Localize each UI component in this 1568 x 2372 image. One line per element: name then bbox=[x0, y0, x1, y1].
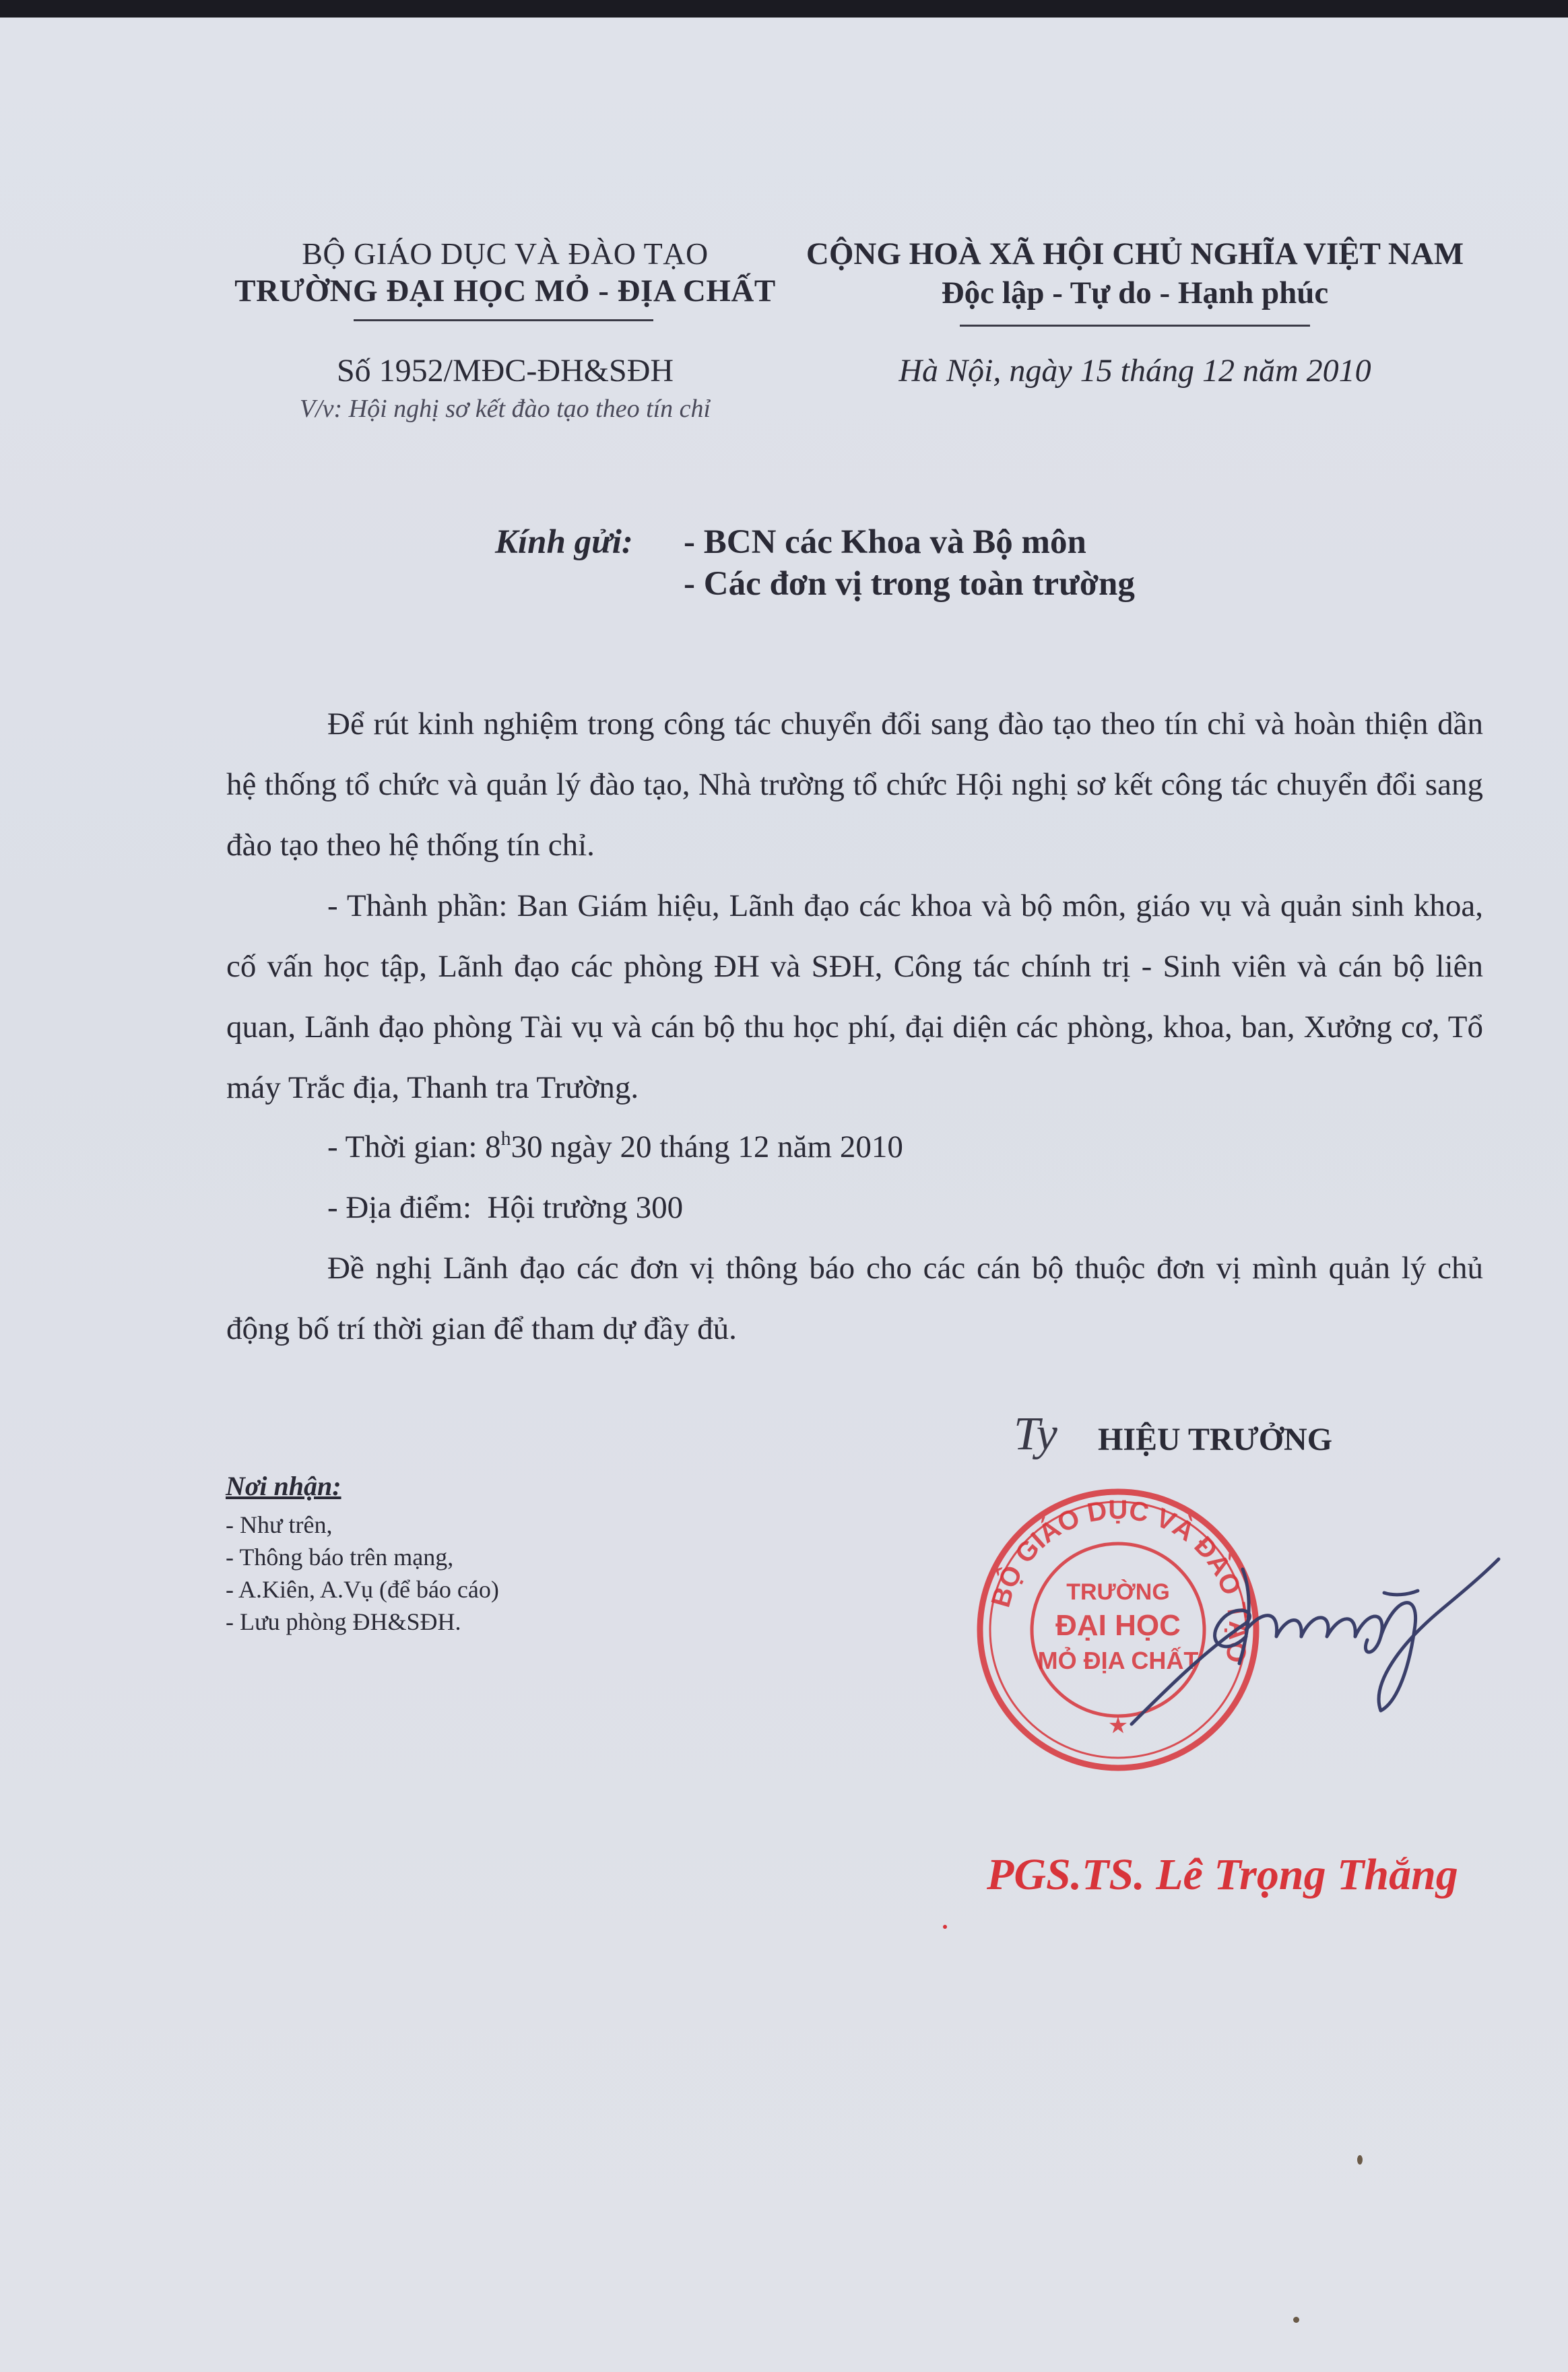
stamp-center-line: ĐẠI HỌC bbox=[1055, 1609, 1181, 1642]
body-paragraph-request bbox=[226, 1238, 1483, 1359]
university-name: TRƯỜNG ĐẠI HỌC MỎ - ĐỊA CHẤT bbox=[234, 273, 776, 308]
date-line: Hà Nội, ngày 15 tháng 12 năm 2010 bbox=[899, 353, 1371, 389]
recipients-item: - Lưu phòng ĐH&SĐH. bbox=[226, 1608, 461, 1635]
header-rule-right bbox=[960, 325, 1310, 327]
paragraph-text: Đề nghị Lãnh đạo các đơn vị thông báo cho các cán bộ thuộc đơn vị mình quản lý chủ động bố trí thời gian để tham dự đầy đủ. bbox=[226, 1251, 1483, 1346]
time-hour: 8 bbox=[485, 1129, 501, 1164]
time-details: 30 ngày 20 tháng 12 năm 2010 bbox=[511, 1129, 903, 1164]
body-paragraph-time bbox=[226, 1117, 1483, 1177]
document-subject: V/v: Hội nghị sơ kết đào tạo theo tín chỉ bbox=[299, 395, 711, 423]
recipients-item: - Thông báo trên mạng, bbox=[226, 1544, 454, 1571]
time-hour-marker: h bbox=[500, 1127, 511, 1150]
addressee-label: Kính gửi: bbox=[495, 523, 633, 561]
addressee-recipient: - BCN các Khoa và Bộ môn bbox=[684, 523, 1086, 561]
time-label: - Thời gian: bbox=[327, 1129, 486, 1164]
signer-title: HIỆU TRƯỞNG bbox=[1098, 1422, 1333, 1457]
body-paragraph-place bbox=[226, 1177, 1483, 1238]
scan-border-top bbox=[0, 0, 1568, 18]
signature-prefix: Ty bbox=[1014, 1408, 1057, 1460]
scan-speck bbox=[943, 1925, 947, 1929]
paragraph-text: - Thành phần: Ban Giám hiệu, Lãnh đạo các khoa và bộ môn, giáo vụ và quản sinh khoa, cố vấn học tập, Lãnh đạo các phòng ĐH và SĐH, Công tác chính trị - Sinh viên và cán bộ liên quan, Lãnh đạo phòng Tài vụ và cán bộ thu học phí, đại diện các phòng, khoa, ban, Xưởng cơ, Tổ máy Trắc địa, Thanh tra Trường. bbox=[226, 888, 1483, 1105]
ministry-name: BỘ GIÁO DỤC VÀ ĐÀO TẠO bbox=[302, 236, 709, 271]
header-rule-left bbox=[354, 319, 653, 321]
national-motto: Độc lập - Tự do - Hạnh phúc bbox=[941, 275, 1329, 310]
scan-speck bbox=[1357, 2155, 1363, 2165]
signer-name-signature bbox=[980, 1829, 1465, 1909]
document-number: Số 1952/MĐC-ĐH&SĐH bbox=[336, 353, 674, 389]
stamp-center-line: MỎ ĐỊA CHẤT bbox=[1037, 1647, 1199, 1674]
star-icon: ★ bbox=[1109, 1715, 1128, 1737]
stamp-ring-text: BỘ GIÁO DỤC VÀ ĐÀO TẠO bbox=[985, 1494, 1253, 1666]
recipients-label: Nơi nhận: bbox=[226, 1471, 341, 1501]
handwritten-signature bbox=[1125, 1529, 1502, 1738]
recipients-item: - A.Kiên, A.Vụ (để báo cáo) bbox=[226, 1576, 499, 1603]
scan-speck bbox=[1293, 2317, 1299, 2323]
republic-name: CỘNG HOÀ XÃ HỘI CHỦ NGHĨA VIỆT NAM bbox=[806, 236, 1464, 271]
body-paragraph-participants bbox=[226, 876, 1483, 1118]
paragraph-text: Để rút kinh nghiệm trong công tác chuyển đổi sang đào tạo theo tín chỉ và hoàn thiện dần hệ thống tổ chức và quản lý đào tạo, Nhà trường tổ chức Hội nghị sơ kết công tác chuyển đổi sang đào tạo theo hệ thống tín chỉ. bbox=[226, 706, 1483, 863]
addressee-recipient: - Các đơn vị trong toàn trường bbox=[684, 565, 1135, 603]
stamp-center-line: TRƯỜNG bbox=[1066, 1579, 1170, 1605]
paragraph-text: - Địa điểm: Hội trường 300 bbox=[327, 1190, 684, 1225]
signer-name: PGS.TS. Lê Trọng Thắng bbox=[987, 1850, 1458, 1899]
recipients-item: - Như trên, bbox=[226, 1511, 333, 1538]
body-paragraph-purpose bbox=[226, 694, 1483, 876]
